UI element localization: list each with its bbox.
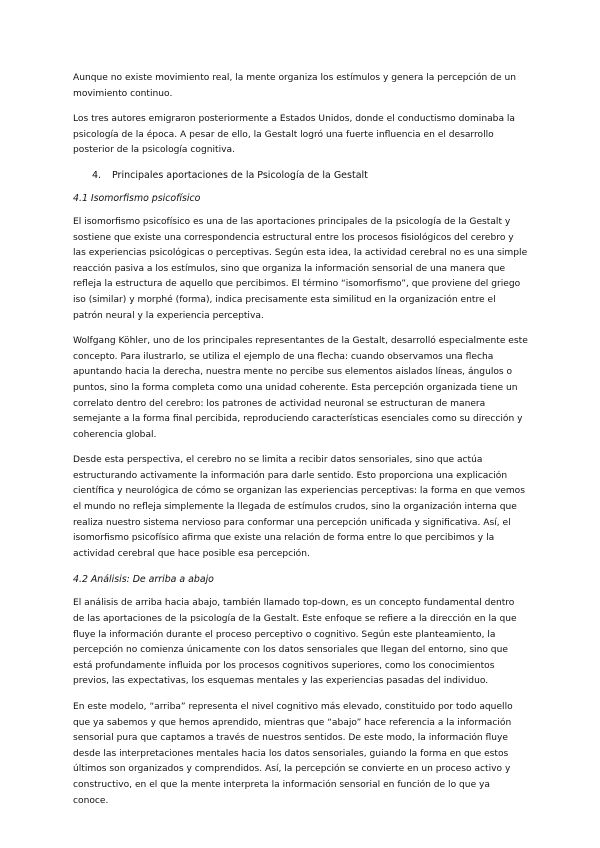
paragraph: Wolfgang Köhler, uno de los principales representantes de la Gestalt, desarrolló especialmente este concepto. Para ilustrarlo, se utiliza el ejemplo de una flecha: cuando observamos una flecha apuntando hacia la derecha, nuestra mente no percibe sus elementos aislados líneas, ángulos o puntos, sino la forma completa como una unidad coherente. Esta percepción organizada tiene un correlato dentro del cerebro: los patrones de actividad neuronal se estructuran de manera semejante a la forma final percibida, reproduciendo características esenciales como su dirección y coherencia global. [73, 336, 528, 440]
section-heading [73, 168, 528, 183]
paragraph: El isomorfismo psicofísico es una de las aportaciones principales de la psicología de la Gestalt y sostiene que existe una correspondencia estructural entre los procesos fisiológicos del cerebro y las experiencias psicológicas o perceptivas. Según esta idea, la actividad cerebral no es una simple reacción pasiva a los estímulos, sino que organiza la información sensorial de una manera que refleja la estructura de aquello que percibimos. El término “isomorfismo”, que proviene del griego iso (similar) y morphé (forma), indica precisamente esta similitud en la organización entre el patrón neural y la experiencia perceptiva. [73, 216, 528, 321]
paragraph: En este modelo, “arriba” representa el nivel cognitivo más elevado, constituido por todo aquello que ya sabemos y que hemos aprendido, mientras que “abajo” hace referencia a la información sensorial pura que captamos a través de nuestros sentidos. De este modo, la información fluye desde las interpretaciones mentales hacia los datos sensoriales, guiando la forma en que estos últimos son organizados y comprendidos. Así, la percepción se convierte en un proceso activo y constructivo, en el que la mente interpreta la información sensorial en función de lo que ya conoce. [73, 702, 513, 806]
paragraph: Los tres autores emigraron posteriormente a Estados Unidos, donde el conductismo dominaba la psicología de la época. A pesar de ello, la Gestalt logró una fuerte influencia en el desarrollo posterior de la psicología cognitiva. [73, 114, 516, 156]
paragraph: Desde esta perspectiva, el cerebro no se limita a recibir datos sensoriales, sino que actúa estructurando activamente la información para darle sentido. Esto proporciona una explicación científica y neurológica de cómo se organizan las experiencias perceptivas: la forma en que vemos el mundo no refleja simplemente la llegada de estímulos crudos, sino la organización interna que realiza nuestro sistema nervioso para conformar una percepción unificada y significativa. Así, el isomorfismo psicofísico afirma que existe una relación de forma entre lo que percibimos y la actividad cerebral que hace posible esa percepción. [73, 455, 525, 559]
document-page [73, 71, 528, 819]
paragraph: El análisis de arriba hacia abajo, también llamado top-down, es un concepto fundamental dentro de las aportaciones de la psicología de la Gestalt. Este enfoque se refiere a la dirección en la que fluye la información durante el proceso perceptivo o cognitivo. Según este planteamiento, la percepción no comienza únicamente con los datos sensoriales que llegan del entorno, sino que está profundamente influida por los procesos cognitivos superiores, como los conocimientos previos, las expectativas, los esquemas mentales y las experiencias pasadas del individuo. [73, 598, 517, 687]
paragraph: Aunque no existe movimiento real, la mente organiza los estímulos y genera la percepción de un movimiento continuo. [73, 73, 516, 99]
section-number: 4. [92, 169, 102, 181]
section-title: Principales aportaciones de la Psicología de la Gestalt [112, 169, 368, 181]
subsection-heading: 4.1 Isomorfismo psicofísico [73, 192, 201, 204]
subsection-heading: 4.2 Análisis: De arriba a abajo [73, 574, 214, 586]
